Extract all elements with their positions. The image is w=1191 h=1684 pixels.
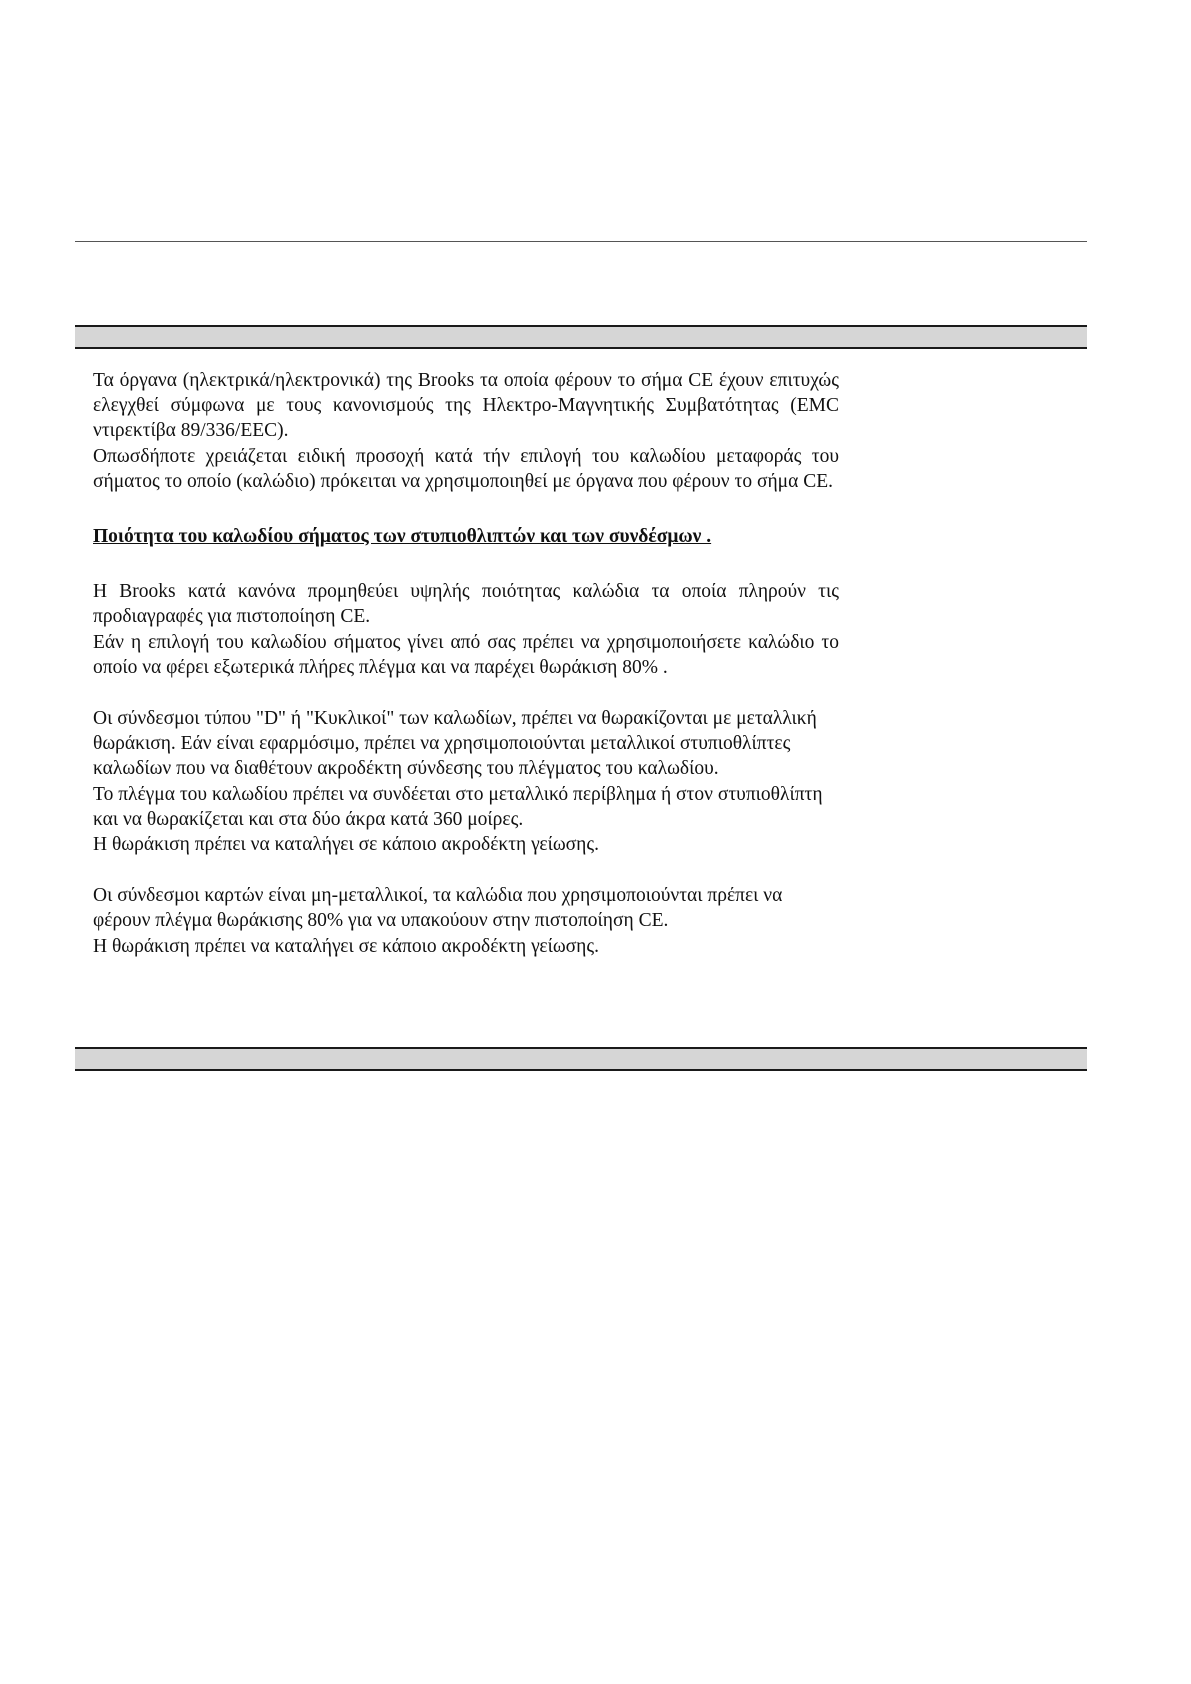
brooks-cables-paragraph: Η Brooks κατά κανόνα προμηθεύει υψηλής ποιότητας καλώδια τα οποία πληρούν τις προδιαγραφές για πιστοποίηση CE. (93, 581, 839, 628)
ce-section-content (93, 368, 839, 959)
intro-paragraph: Τα όργανα (ηλεκτρικά/ηλεκτρονικά) της Brooks τα οποία φέρουν το σήμα CE έχουν επιτυχώς ελεγχθεί σύμφωνα με τους κανονισμούς της Ηλεκτρο-Μαγνητικής Συμβατότητας (EMC ντιρεκτίβα 89/336/EEC). (93, 370, 839, 442)
section-footer-band (75, 1047, 1087, 1071)
grounding-paragraph: Η θωράκιση πρέπει να καταλήγει σε κάποιο ακροδέκτη γείωσης. (93, 834, 599, 856)
section-heading: Ποιότητα του καλωδίου σήματος των στυπιοθλιπτών και των συνδέσμων . (93, 526, 712, 548)
cable-selection-paragraph: Οπωσδήποτε χρειάζεται ειδική προσοχή κατά τήν επιλογή του καλωδίου μεταφοράς του σήματος το οποίο (καλώδιο) πρόκειται να χρησιμοποιηθεί με όργανα που φέρουν το σήμα CE. (93, 445, 839, 492)
grounding-paragraph-2: Η θωράκιση πρέπει να καταλήγει σε κάποιο ακροδέκτη γείωσης. (93, 935, 599, 957)
top-divider (75, 241, 1087, 242)
connectors-paragraph: Οι σύνδεσμοι τύπου "D" ή "Κυκλικοί" των καλωδίων, πρέπει να θωρακίζονται με μεταλλική θωράκιση. Εάν είναι εφαρμόσιμο, πρέπει να χρησιμοποιούνται μεταλλικοί στυπιοθλίπτες καλωδίων που να διαθέτουν ακροδέκτη σύνδεσης του πλέγματος του καλωδίου. (93, 708, 817, 780)
card-connectors-paragraph: Οι σύνδεσμοι καρτών είναι μη-μεταλλικοί, τα καλώδια που χρησιμοποιούνται πρέπει να φέρουν πλέγμα θωράκισης 80% για να υπακούουν στην πιστοποίηση CE. (93, 885, 783, 932)
shield-connection-paragraph: Το πλέγμα του καλωδίου πρέπει να συνδέεται στο μεταλλικό περίβλημα ή στον στυπιοθλίπτη και να θωρακίζεται και στα δύο άκρα κατά 360 μοίρες. (93, 783, 823, 830)
own-cable-paragraph: Εάν η επιλογή του καλωδίου σήματος γίνει από σας πρέπει να χρησιμοποιήσετε καλώδιο το οποίο να φέρει εξωτερικά πλήρες πλέγμα και να παρέχει θωράκιση 80% . (93, 631, 839, 678)
section-header-band (75, 325, 1087, 349)
